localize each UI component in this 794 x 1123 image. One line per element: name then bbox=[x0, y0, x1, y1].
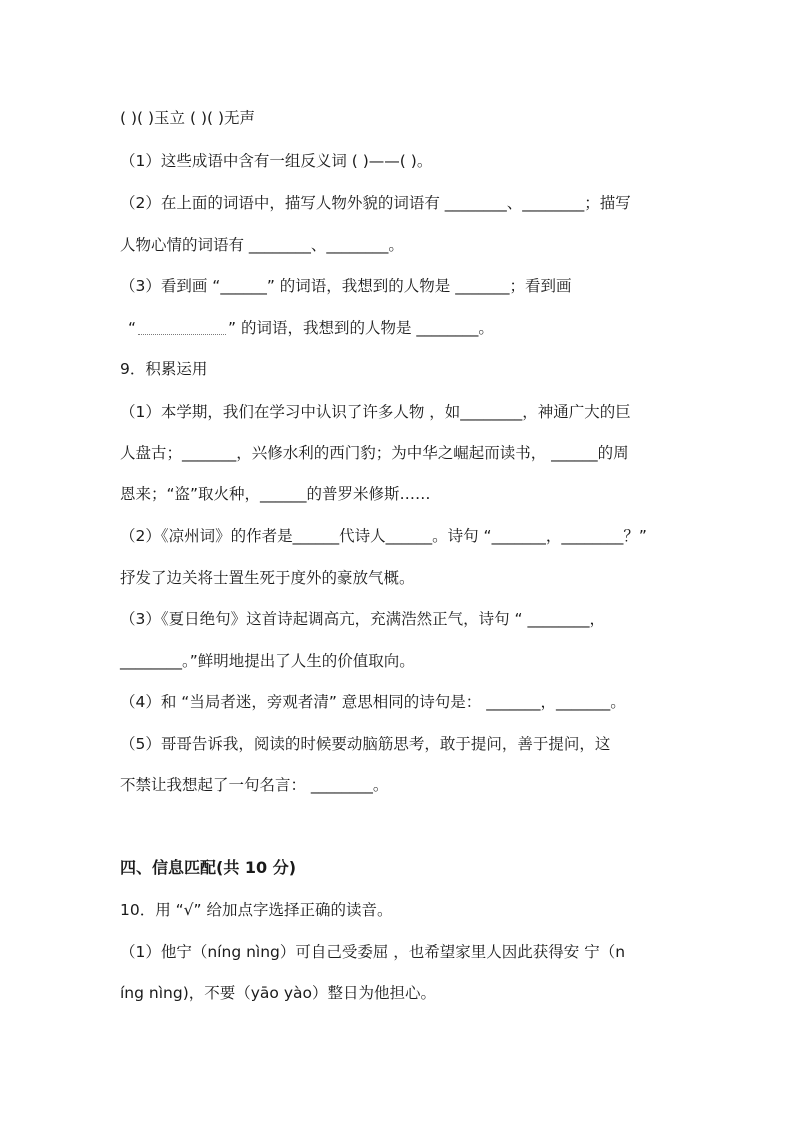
question-8-2-cont: 人物心情的词语有 ________、________。 bbox=[120, 236, 404, 254]
question-9-4: （4）和 “当局者迷，旁观者清” 意思相同的诗句是： _______，_______。 bbox=[120, 693, 626, 711]
question-9-2: （2）《凉州词》的作者是______代诗人______。诗句 “_______，________？” bbox=[120, 527, 647, 545]
idiom-blanks-line: ( )( )玉立 ( )( )无声 bbox=[120, 109, 256, 127]
question-9-1-cont-b: 恩来；“盗”取火种，______的普罗米修斯…… bbox=[120, 485, 431, 503]
open-quote: “ bbox=[128, 319, 137, 337]
question-9-title: 9．积累运用 bbox=[120, 360, 208, 378]
question-9-1: （1）本学期，我们在学习中认识了许多人物 ，如________，神通广大的巨 bbox=[120, 403, 631, 421]
question-10-1-cont: íng nìng)，不要（yāo yào）整日为他担心。 bbox=[120, 984, 436, 1002]
question-10-1: （1）他宁（níng nìng）可自己受委屈 ，也希望家里人因此获得安 宁（n bbox=[120, 943, 626, 961]
question-9-3-cont: ________。”鲜明地提出了人生的价值取向。 bbox=[120, 652, 415, 670]
question-8-2: （2）在上面的词语中，描写人物外貌的词语有 ________、________；描写 bbox=[120, 194, 631, 212]
wavy-underline-blank bbox=[138, 318, 226, 335]
question-9-3: （3）《夏日绝句》这首诗起调高亢，充满浩然正气，诗句 “ ________， bbox=[120, 610, 605, 628]
question-8-1: （1）这些成语中含有一组反义词 ( )——( )。 bbox=[120, 152, 433, 170]
question-9-2-cont: 抒发了边关将士置生死于度外的豪放气概。 bbox=[120, 569, 415, 587]
question-8-3-cont bbox=[128, 316, 684, 340]
section-4-heading: 四、信息匹配(共 10 分) bbox=[120, 858, 297, 877]
question-9-1-cont-a: 人盘古；_______，兴修水利的西门豹；为中华之崛起而读书， ______的周 bbox=[120, 444, 629, 462]
question-8-3-cont-text: ” 的词语，我想到的人物是 ________。 bbox=[228, 319, 494, 337]
question-9-5-cont: 不禁让我想起了一句名言： ________。 bbox=[120, 776, 389, 794]
question-8-3: （3）看到画 “______” 的词语，我想到的人物是 _______；看到画 bbox=[120, 277, 572, 295]
question-10-title: 10．用 “√” 给加点字选择正确的读音。 bbox=[120, 901, 393, 919]
question-9-5: （5）哥哥告诉我，阅读的时候要动脑筋思考，敢于提问，善于提问，这 bbox=[120, 735, 611, 753]
